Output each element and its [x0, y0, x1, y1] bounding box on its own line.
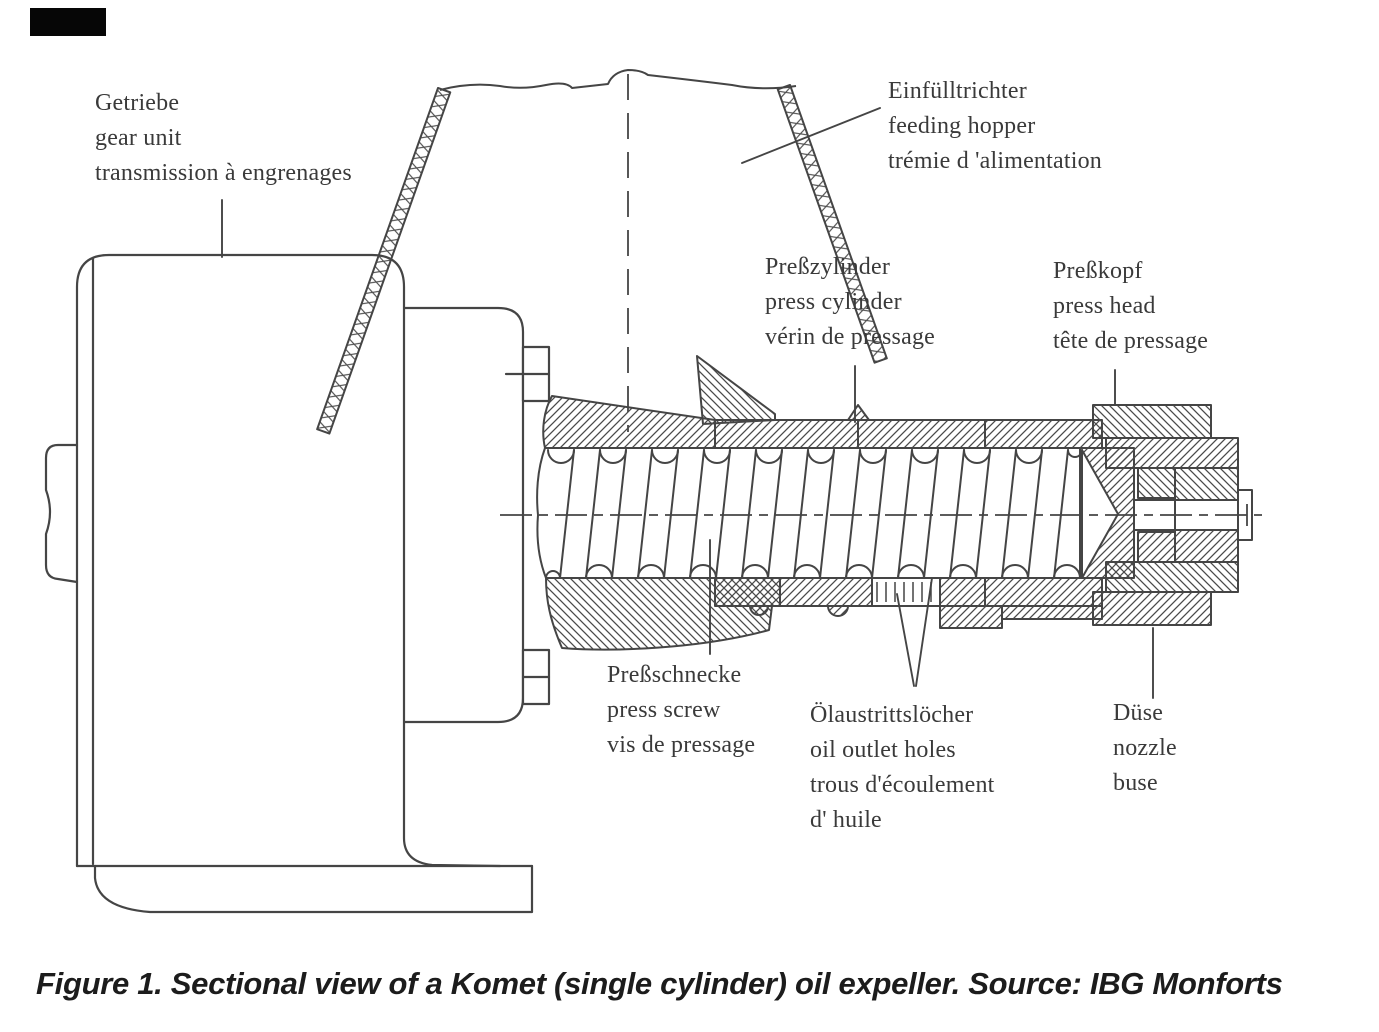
label-nozzle-de: Düse: [1113, 700, 1164, 726]
label-gear-unit-fr: transmission à engrenages: [95, 160, 352, 186]
label-feeding-hopper-fr: trémie d 'alimentation: [888, 148, 1102, 174]
label-oil-outlet-holes-fr2: d' huile: [810, 807, 882, 833]
label-feeding-hopper-en: feeding hopper: [888, 113, 1036, 139]
label-press-cylinder-en: press cylinder: [765, 289, 902, 315]
label-feeding-hopper-de: Einfülltrichter: [888, 78, 1027, 104]
press-cylinder-drawing: [543, 356, 1102, 650]
label-feeding-hopper: [888, 74, 1102, 179]
label-press-head-en: press head: [1053, 293, 1156, 319]
label-oil-outlet-holes: [810, 698, 995, 838]
label-press-cylinder: [765, 250, 935, 355]
label-gear-unit-en: gear unit: [95, 125, 182, 151]
label-press-head-de: Preßkopf: [1053, 258, 1143, 284]
label-nozzle: [1113, 696, 1177, 801]
label-press-screw: [607, 658, 755, 763]
label-press-cylinder-de: Preßzylinder: [765, 254, 891, 280]
press-screw-drawing: [537, 448, 1082, 578]
label-oil-outlet-holes-en: oil outlet holes: [810, 737, 956, 763]
label-press-screw-fr: vis de pressage: [607, 732, 756, 758]
gear-unit-drawing: [46, 255, 549, 912]
label-press-head: [1053, 254, 1208, 359]
label-oil-outlet-holes-de: Ölaustrittslöcher: [810, 702, 974, 728]
figure-caption: Figure 1. Sectional view of a Komet (single cylinder) oil expeller. Source: IBG Monforts: [36, 966, 1283, 1001]
bolt-bottom: [523, 650, 549, 704]
label-press-head-fr: tête de pressage: [1053, 328, 1209, 354]
label-oil-outlet-holes-fr1: trous d'écoulement: [810, 772, 995, 798]
label-press-screw-de: Preßschnecke: [607, 662, 742, 688]
label-nozzle-fr: buse: [1113, 770, 1158, 796]
label-gear-unit-de: Getriebe: [95, 90, 180, 116]
label-press-screw-en: press screw: [607, 697, 721, 723]
label-gear-unit: [95, 86, 352, 191]
label-nozzle-en: nozzle: [1113, 735, 1177, 761]
label-press-cylinder-fr: vérin de pressage: [765, 324, 935, 350]
